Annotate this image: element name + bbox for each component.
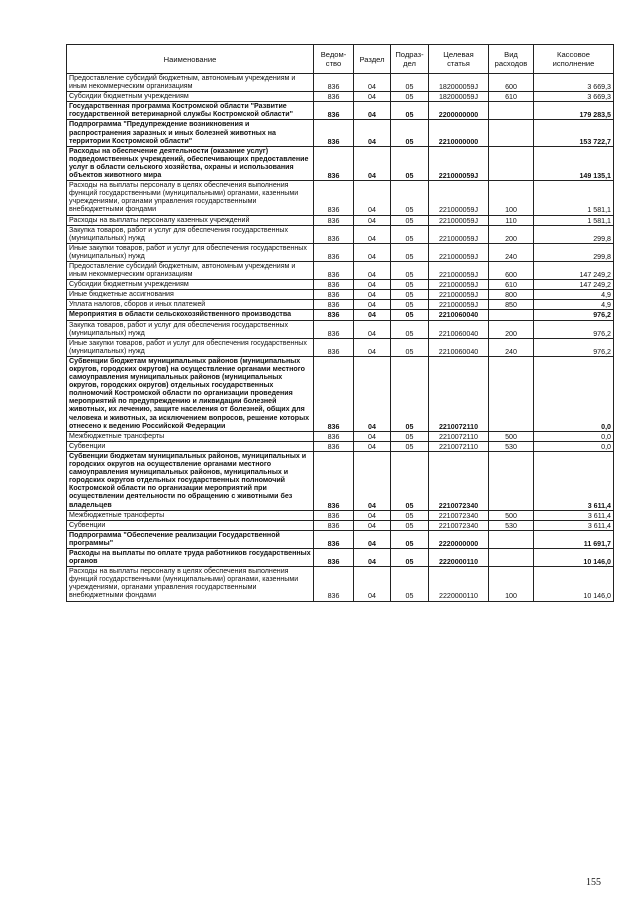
cell-podrazdel: 05 xyxy=(391,92,429,102)
cell-podrazdel: 05 xyxy=(391,520,429,530)
cell-podrazdel: 05 xyxy=(391,146,429,180)
cell-name: Предоставление субсидий бюджетным, автономным учреждениям и иным некоммерческим организациям xyxy=(67,74,314,92)
cell-target: 2220000000 xyxy=(429,530,489,548)
cell-name: Межбюджетные трансферты xyxy=(67,431,314,441)
cell-vedomstvo: 836 xyxy=(314,243,354,261)
cell-amount: 3 611,4 xyxy=(534,510,614,520)
cell-podrazdel: 05 xyxy=(391,300,429,310)
cell-amount: 976,2 xyxy=(534,338,614,356)
cell-podrazdel: 05 xyxy=(391,338,429,356)
cell-razdel: 04 xyxy=(354,225,391,243)
cell-podrazdel: 05 xyxy=(391,530,429,548)
table-row xyxy=(67,74,614,92)
cell-vedomstvo: 836 xyxy=(314,215,354,225)
cell-target: 2220000110 xyxy=(429,548,489,566)
table-row xyxy=(67,510,614,520)
table-row xyxy=(67,548,614,566)
cell-target: 221000059J xyxy=(429,225,489,243)
cell-podrazdel: 05 xyxy=(391,74,429,92)
cell-podrazdel: 05 xyxy=(391,261,429,279)
cell-razdel: 04 xyxy=(354,120,391,146)
cell-target: 221000059J xyxy=(429,181,489,215)
cell-vid: 610 xyxy=(489,280,534,290)
cell-vid: 200 xyxy=(489,225,534,243)
table-row xyxy=(67,215,614,225)
cell-amount: 4,9 xyxy=(534,300,614,310)
cell-vedomstvo: 836 xyxy=(314,520,354,530)
cell-vedomstvo: 836 xyxy=(314,92,354,102)
cell-podrazdel: 05 xyxy=(391,441,429,451)
cell-target: 221000059J xyxy=(429,290,489,300)
cell-vid: 100 xyxy=(489,567,534,601)
cell-razdel: 04 xyxy=(354,530,391,548)
cell-name: Субсидии бюджетным учреждениям xyxy=(67,280,314,290)
cell-amount: 0,0 xyxy=(534,356,614,431)
cell-podrazdel: 05 xyxy=(391,310,429,320)
cell-name: Межбюджетные трансферты xyxy=(67,510,314,520)
cell-vid: 110 xyxy=(489,215,534,225)
cell-razdel: 04 xyxy=(354,290,391,300)
table-row xyxy=(67,356,614,431)
cell-vid: 100 xyxy=(489,181,534,215)
header-vid: Вид расходов xyxy=(489,45,534,74)
table-row xyxy=(67,320,614,338)
cell-amount: 3 611,4 xyxy=(534,451,614,510)
cell-amount: 1 581,1 xyxy=(534,215,614,225)
cell-vedomstvo: 836 xyxy=(314,181,354,215)
cell-podrazdel: 05 xyxy=(391,120,429,146)
cell-name: Иные закупки товаров, работ и услуг для обеспечения государственных (муниципальных) нужд xyxy=(67,243,314,261)
cell-target: 2210060040 xyxy=(429,320,489,338)
cell-razdel: 04 xyxy=(354,431,391,441)
cell-name: Расходы на выплаты по оплате труда работников государственных органов xyxy=(67,548,314,566)
cell-vid xyxy=(489,548,534,566)
cell-target: 221000059J xyxy=(429,261,489,279)
cell-vedomstvo: 836 xyxy=(314,451,354,510)
cell-amount: 3 669,3 xyxy=(534,92,614,102)
cell-name: Иные закупки товаров, работ и услуг для обеспечения государственных (муниципальных) нужд xyxy=(67,338,314,356)
cell-razdel: 04 xyxy=(354,356,391,431)
cell-name: Иные бюджетные ассигнования xyxy=(67,290,314,300)
cell-vid xyxy=(489,451,534,510)
cell-razdel: 04 xyxy=(354,451,391,510)
cell-name: Расходы на выплаты персоналу казенных учреждений xyxy=(67,215,314,225)
cell-vedomstvo: 836 xyxy=(314,510,354,520)
cell-podrazdel: 05 xyxy=(391,102,429,120)
cell-razdel: 04 xyxy=(354,261,391,279)
cell-target: 2210072110 xyxy=(429,356,489,431)
cell-podrazdel: 05 xyxy=(391,431,429,441)
table-row xyxy=(67,441,614,451)
cell-vedomstvo: 836 xyxy=(314,548,354,566)
table-row xyxy=(67,451,614,510)
header-name: Наименование xyxy=(67,45,314,74)
header-podrazdel: Подраз- дел xyxy=(391,45,429,74)
cell-vedomstvo: 836 xyxy=(314,102,354,120)
cell-name: Закупка товаров, работ и услуг для обеспечения государственных (муниципальных) нужд xyxy=(67,320,314,338)
cell-amount: 976,2 xyxy=(534,310,614,320)
cell-podrazdel: 05 xyxy=(391,451,429,510)
cell-target: 2210072340 xyxy=(429,451,489,510)
cell-name: Субвенции xyxy=(67,441,314,451)
cell-razdel: 04 xyxy=(354,74,391,92)
cell-name: Предоставление субсидий бюджетным, автономным учреждениям и иным некоммерческим организациям xyxy=(67,261,314,279)
cell-vedomstvo: 836 xyxy=(314,338,354,356)
cell-vedomstvo: 836 xyxy=(314,261,354,279)
cell-name: Подпрограмма "Обеспечение реализации Государственной программы" xyxy=(67,530,314,548)
table-row xyxy=(67,567,614,601)
cell-amount: 4,9 xyxy=(534,290,614,300)
cell-vedomstvo: 836 xyxy=(314,290,354,300)
cell-vedomstvo: 836 xyxy=(314,530,354,548)
cell-target: 221000059J xyxy=(429,280,489,290)
cell-amount: 179 283,5 xyxy=(534,102,614,120)
table-row xyxy=(67,280,614,290)
cell-vid: 600 xyxy=(489,261,534,279)
cell-razdel: 04 xyxy=(354,280,391,290)
cell-podrazdel: 05 xyxy=(391,356,429,431)
table-row xyxy=(67,181,614,215)
cell-razdel: 04 xyxy=(354,338,391,356)
cell-podrazdel: 05 xyxy=(391,215,429,225)
cell-vid: 850 xyxy=(489,300,534,310)
table-row xyxy=(67,431,614,441)
cell-razdel: 04 xyxy=(354,441,391,451)
table-row xyxy=(67,338,614,356)
cell-target: 221000059J xyxy=(429,146,489,180)
cell-vid xyxy=(489,146,534,180)
cell-amount: 11 691,7 xyxy=(534,530,614,548)
cell-razdel: 04 xyxy=(354,181,391,215)
cell-vedomstvo: 836 xyxy=(314,320,354,338)
cell-vedomstvo: 836 xyxy=(314,567,354,601)
cell-podrazdel: 05 xyxy=(391,181,429,215)
cell-name: Уплата налогов, сборов и иных платежей xyxy=(67,300,314,310)
cell-podrazdel: 05 xyxy=(391,567,429,601)
cell-amount: 10 146,0 xyxy=(534,548,614,566)
cell-razdel: 04 xyxy=(354,215,391,225)
cell-razdel: 04 xyxy=(354,510,391,520)
cell-razdel: 04 xyxy=(354,520,391,530)
cell-podrazdel: 05 xyxy=(391,548,429,566)
cell-name: Расходы на обеспечение деятельности (оказание услуг) подведомственных учреждений, обеспечивающих предоставление услуг в области сельского хозяйства, охраны и использования объектов животного мира xyxy=(67,146,314,180)
cell-vid xyxy=(489,120,534,146)
cell-amount: 0,0 xyxy=(534,441,614,451)
cell-vedomstvo: 836 xyxy=(314,280,354,290)
cell-vedomstvo: 836 xyxy=(314,146,354,180)
cell-razdel: 04 xyxy=(354,243,391,261)
cell-podrazdel: 05 xyxy=(391,280,429,290)
page-number: 155 xyxy=(586,877,601,888)
cell-razdel: 04 xyxy=(354,567,391,601)
cell-vedomstvo: 836 xyxy=(314,300,354,310)
cell-razdel: 04 xyxy=(354,146,391,180)
cell-vedomstvo: 836 xyxy=(314,74,354,92)
cell-podrazdel: 05 xyxy=(391,510,429,520)
table-row xyxy=(67,120,614,146)
cell-target: 2210072340 xyxy=(429,510,489,520)
table-row xyxy=(67,530,614,548)
header-amount: Кассовое исполнение xyxy=(534,45,614,74)
header-razdel: Раздел xyxy=(354,45,391,74)
table-row xyxy=(67,290,614,300)
cell-podrazdel: 05 xyxy=(391,320,429,338)
cell-razdel: 04 xyxy=(354,300,391,310)
cell-name: Субвенции xyxy=(67,520,314,530)
cell-target: 2210072110 xyxy=(429,431,489,441)
cell-name: Подпрограмма "Предупреждение возникновения и распространения заразных и иных болезней животных на территории Костромской области" xyxy=(67,120,314,146)
cell-name: Расходы на выплаты персоналу в целях обеспечения выполнения функций государственными (муниципальными) органами, казенными учреждениями, органами управления государственными внебюджетными фондами xyxy=(67,181,314,215)
cell-vid: 800 xyxy=(489,290,534,300)
cell-podrazdel: 05 xyxy=(391,225,429,243)
table-row xyxy=(67,146,614,180)
table-body xyxy=(67,74,614,602)
cell-razdel: 04 xyxy=(354,92,391,102)
cell-vid: 200 xyxy=(489,320,534,338)
cell-vedomstvo: 836 xyxy=(314,310,354,320)
cell-name: Субсидии бюджетным учреждениям xyxy=(67,92,314,102)
cell-vid xyxy=(489,356,534,431)
header-target: Целевая статья xyxy=(429,45,489,74)
cell-vid: 240 xyxy=(489,338,534,356)
cell-target: 2220000110 xyxy=(429,567,489,601)
cell-vid: 500 xyxy=(489,431,534,441)
cell-vid: 530 xyxy=(489,441,534,451)
cell-vid xyxy=(489,102,534,120)
cell-name: Мероприятия в области сельскохозяйственного производства xyxy=(67,310,314,320)
cell-target: 182000059J xyxy=(429,74,489,92)
cell-amount: 149 135,1 xyxy=(534,146,614,180)
table-row xyxy=(67,261,614,279)
cell-name: Субвенции бюджетам муниципальных районов (муниципальных округов, городских округов) на осуществление органами местного самоуправления муниципальных районов (муниципальных округов, городских округов) отдельных государственных полномочий Костромской области по организации проведения мероприятий по предупреждению и ликвидации болезней животных, их лечению, защите населения от болезней, общих для человека и животных, за исключением вопросов, решение которых отнесено к ведению Российской Федерации xyxy=(67,356,314,431)
cell-razdel: 04 xyxy=(354,102,391,120)
cell-amount: 0,0 xyxy=(534,431,614,441)
cell-name: Закупка товаров, работ и услуг для обеспечения государственных (муниципальных) нужд xyxy=(67,225,314,243)
cell-razdel: 04 xyxy=(354,320,391,338)
table-row xyxy=(67,243,614,261)
cell-amount: 299,8 xyxy=(534,243,614,261)
cell-target: 221000059J xyxy=(429,215,489,225)
table-row xyxy=(67,102,614,120)
cell-name: Расходы на выплаты персоналу в целях обеспечения выполнения функций государственными (муниципальными) органами, казенными учреждениями, органами управления государственными внебюджетными фондами xyxy=(67,567,314,601)
cell-vid: 600 xyxy=(489,74,534,92)
cell-vid: 240 xyxy=(489,243,534,261)
cell-vedomstvo: 836 xyxy=(314,356,354,431)
cell-razdel: 04 xyxy=(354,548,391,566)
cell-razdel: 04 xyxy=(354,310,391,320)
table-row xyxy=(67,310,614,320)
cell-amount: 153 722,7 xyxy=(534,120,614,146)
cell-podrazdel: 05 xyxy=(391,290,429,300)
cell-vedomstvo: 836 xyxy=(314,120,354,146)
cell-vid xyxy=(489,310,534,320)
cell-target: 221000059J xyxy=(429,300,489,310)
cell-target: 2210072110 xyxy=(429,441,489,451)
cell-amount: 3 611,4 xyxy=(534,520,614,530)
cell-target: 2210072340 xyxy=(429,520,489,530)
cell-amount: 147 249,2 xyxy=(534,280,614,290)
cell-target: 2200000000 xyxy=(429,102,489,120)
cell-vid: 500 xyxy=(489,510,534,520)
cell-target: 2210060040 xyxy=(429,338,489,356)
cell-vid: 610 xyxy=(489,92,534,102)
cell-amount: 976,2 xyxy=(534,320,614,338)
table-row xyxy=(67,92,614,102)
cell-target: 221000059J xyxy=(429,243,489,261)
cell-name: Субвенции бюджетам муниципальных районов, муниципальных и городских округов на осуществление органами местного самоуправления муниципальных районов, муниципальных и городских округов отдельных государственных полномочий Костромской области по организации мероприятий при осуществлении деятельности по обращению с животными без владельцев xyxy=(67,451,314,510)
cell-vedomstvo: 836 xyxy=(314,431,354,441)
cell-amount: 3 669,3 xyxy=(534,74,614,92)
table-row xyxy=(67,520,614,530)
cell-target: 182000059J xyxy=(429,92,489,102)
table-row xyxy=(67,300,614,310)
budget-table xyxy=(66,44,614,602)
cell-amount: 10 146,0 xyxy=(534,567,614,601)
cell-target: 2210060040 xyxy=(429,310,489,320)
cell-podrazdel: 05 xyxy=(391,243,429,261)
cell-vid xyxy=(489,530,534,548)
cell-vedomstvo: 836 xyxy=(314,225,354,243)
header-vedomstvo: Ведом- ство xyxy=(314,45,354,74)
cell-target: 2210000000 xyxy=(429,120,489,146)
table-header-row xyxy=(67,45,614,74)
cell-vedomstvo: 836 xyxy=(314,441,354,451)
cell-name: Государственная программа Костромской области "Развитие государственной ветеринарной службы Костромской области" xyxy=(67,102,314,120)
cell-amount: 1 581,1 xyxy=(534,181,614,215)
cell-amount: 147 249,2 xyxy=(534,261,614,279)
cell-vid: 530 xyxy=(489,520,534,530)
cell-amount: 299,8 xyxy=(534,225,614,243)
table-row xyxy=(67,225,614,243)
